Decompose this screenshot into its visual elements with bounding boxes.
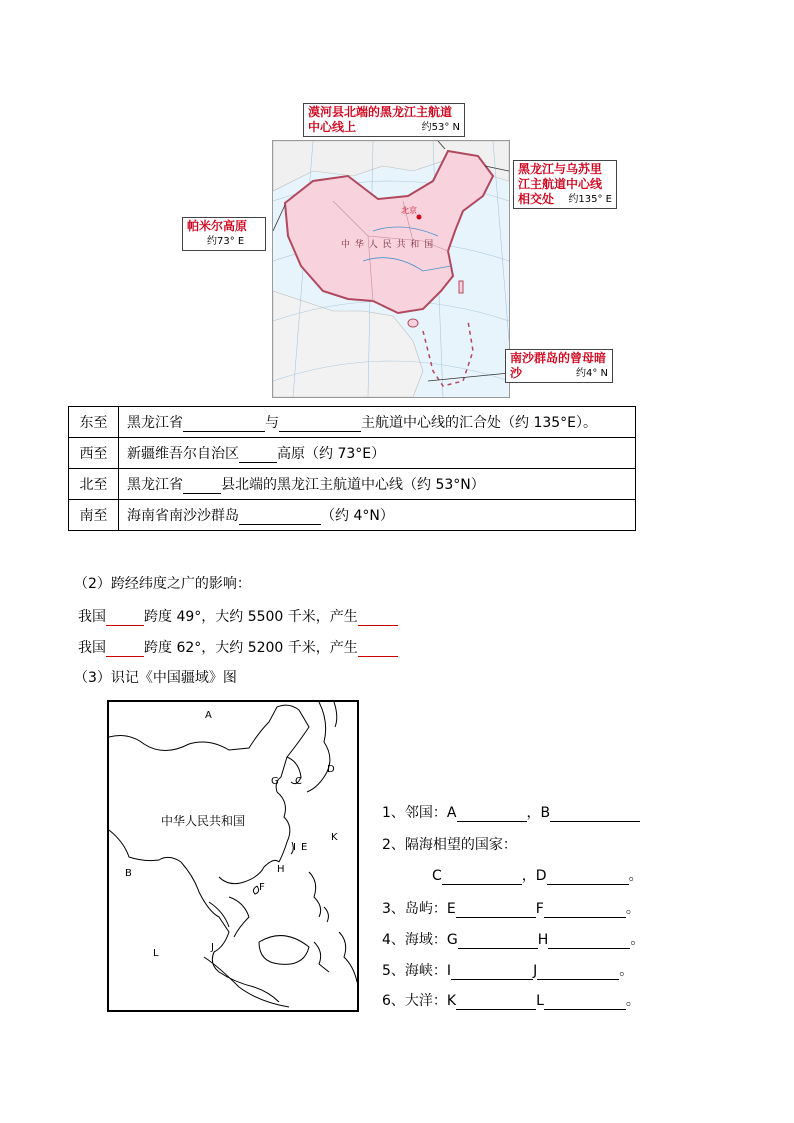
text-segment: ， <box>526 805 541 821</box>
fill-blank[interactable] <box>456 903 536 918</box>
answer-letter: E <box>446 901 456 917</box>
outline-country-label: 中华人民共和国 <box>161 814 246 828</box>
answer-letter: B <box>540 805 551 821</box>
fill-blank[interactable] <box>442 870 522 885</box>
question-4 <box>382 929 644 949</box>
question-3 <box>382 898 640 918</box>
map-letter-e: E <box>301 842 308 853</box>
question-6 <box>382 990 640 1010</box>
map-letter-j: J <box>211 942 214 953</box>
text-segment: （约 4°N） <box>321 508 394 524</box>
east-callout-value: 约135° E <box>568 194 612 205</box>
answer-letter: F <box>535 901 544 917</box>
answer-letter: K <box>446 993 457 1009</box>
fill-blank[interactable] <box>451 965 533 980</box>
fill-blank[interactable] <box>457 807 527 822</box>
map-letter-d: D <box>327 764 335 775</box>
question-2-answers <box>432 865 643 885</box>
text-segment: ， <box>521 868 536 884</box>
question-label: 5、海峡： <box>382 963 447 979</box>
row-content <box>119 438 636 469</box>
east-extreme-callout <box>513 160 617 209</box>
west-callout-title: 帕米尔高原 <box>187 219 248 233</box>
fill-blank[interactable] <box>358 642 398 657</box>
china-map-graphic <box>273 141 509 397</box>
china-extremes-map <box>272 140 510 398</box>
text-segment: 黑龙江省 <box>127 477 183 493</box>
fill-blank[interactable] <box>239 510 321 525</box>
section3-heading: （3）识记《中国疆域》图 <box>74 670 237 686</box>
map-letter-a: A <box>205 710 212 721</box>
map-letter-b: B <box>125 868 132 879</box>
beijing-marker <box>417 215 422 220</box>
south-callout-value: 约4° N <box>575 368 608 379</box>
text-segment: 黑龙江省 <box>127 415 183 431</box>
question-2 <box>382 834 517 854</box>
section2-line1 <box>78 606 398 626</box>
question-5 <box>382 960 633 980</box>
text-segment: 我国 <box>78 609 106 625</box>
east-callout-title: 黑龙江与乌苏里江主航道中心线相交处 <box>518 162 603 206</box>
china-territory-outline-map <box>107 700 359 1012</box>
row-content <box>119 469 636 500</box>
capital-label: 北京 <box>401 206 417 215</box>
fill-blank[interactable] <box>279 417 361 432</box>
answer-letter: C <box>432 868 442 884</box>
table-row <box>69 469 636 500</box>
table-row <box>69 500 636 531</box>
table-row <box>69 407 636 438</box>
section2-line2 <box>78 637 398 657</box>
fill-blank[interactable] <box>544 903 626 918</box>
map-letter-c: C <box>295 776 302 787</box>
fill-blank[interactable] <box>548 934 630 949</box>
fill-blank[interactable] <box>537 965 619 980</box>
fill-blank[interactable] <box>183 417 265 432</box>
fill-blank[interactable] <box>239 448 277 463</box>
row-content <box>119 500 636 531</box>
answer-letter: H <box>537 932 549 948</box>
question-label: 3、岛屿： <box>382 901 447 917</box>
text-segment: 。 <box>628 868 643 884</box>
row-label: 北至 <box>69 469 119 500</box>
outline-map-graphic <box>109 702 357 1010</box>
extremes-table <box>68 406 636 531</box>
text-segment: 。 <box>625 901 640 917</box>
south-extreme-callout <box>505 349 613 383</box>
row-label: 南至 <box>69 500 119 531</box>
fill-blank[interactable] <box>458 934 538 949</box>
section2-heading: （2）跨经纬度之广的影响： <box>74 576 251 592</box>
map-letter-l: L <box>153 948 159 959</box>
map-letter-i: I <box>293 842 296 853</box>
row-content <box>119 407 636 438</box>
answer-letter: D <box>535 868 547 884</box>
south-callout-title: 南沙群岛的曾母暗沙 <box>510 351 607 380</box>
north-extreme-callout <box>303 103 465 137</box>
text-segment: 与 <box>265 415 279 431</box>
country-label: 中 华 人 民 共 和 国 <box>341 240 435 250</box>
fill-blank[interactable] <box>358 611 398 626</box>
west-callout-value: 约73° E <box>207 236 245 247</box>
question-label: 2、隔海相望的国家： <box>382 837 517 853</box>
text-segment: 高原（约 73°E） <box>277 446 386 462</box>
question-label: 6、大洋： <box>382 993 447 1009</box>
text-segment: 。 <box>630 932 645 948</box>
answer-letter: I <box>446 963 452 979</box>
question-1 <box>382 802 640 822</box>
fill-blank[interactable] <box>544 995 626 1010</box>
text-segment: 主航道中心线的汇合处（约 135°E）。 <box>361 415 598 431</box>
row-label: 西至 <box>69 438 119 469</box>
text-segment: 新疆维吾尔自治区 <box>127 446 239 462</box>
text-segment: 跨度 62°，大约 5200 千米，产生 <box>144 640 358 656</box>
map-letter-g: G <box>271 776 279 787</box>
map-letter-k: K <box>331 832 338 843</box>
text-segment: 县北端的黑龙江主航道中心线（约 53°N） <box>221 477 485 493</box>
west-extreme-callout <box>182 217 266 251</box>
answer-letter: J <box>533 963 538 979</box>
text-segment: 跨度 49°，大约 5500 千米，产生 <box>144 609 358 625</box>
question-label: 1、邻国： <box>382 805 447 821</box>
fill-blank[interactable] <box>106 642 144 657</box>
map-letter-h: H <box>277 864 285 875</box>
north-callout-title: 漠河县北端的黑龙江主航道中心线上 <box>308 105 453 134</box>
row-label: 东至 <box>69 407 119 438</box>
question-label: 4、海域： <box>382 932 447 948</box>
fill-blank[interactable] <box>547 870 629 885</box>
answer-letter: A <box>446 805 457 821</box>
fill-blank[interactable] <box>106 611 144 626</box>
text-segment: 。 <box>625 993 640 1009</box>
fill-blank[interactable] <box>456 995 536 1010</box>
text-segment: 。 <box>619 963 634 979</box>
table-row <box>69 438 636 469</box>
answer-letter: G <box>446 932 458 948</box>
text-segment: 海南省南沙沙群岛 <box>127 508 239 524</box>
fill-blank[interactable] <box>550 807 640 822</box>
answer-letter: L <box>536 993 544 1009</box>
fill-blank[interactable] <box>183 479 221 494</box>
text-segment: 我国 <box>78 640 106 656</box>
north-callout-value: 约53° N <box>421 122 460 133</box>
map-letter-f: F <box>259 882 265 893</box>
